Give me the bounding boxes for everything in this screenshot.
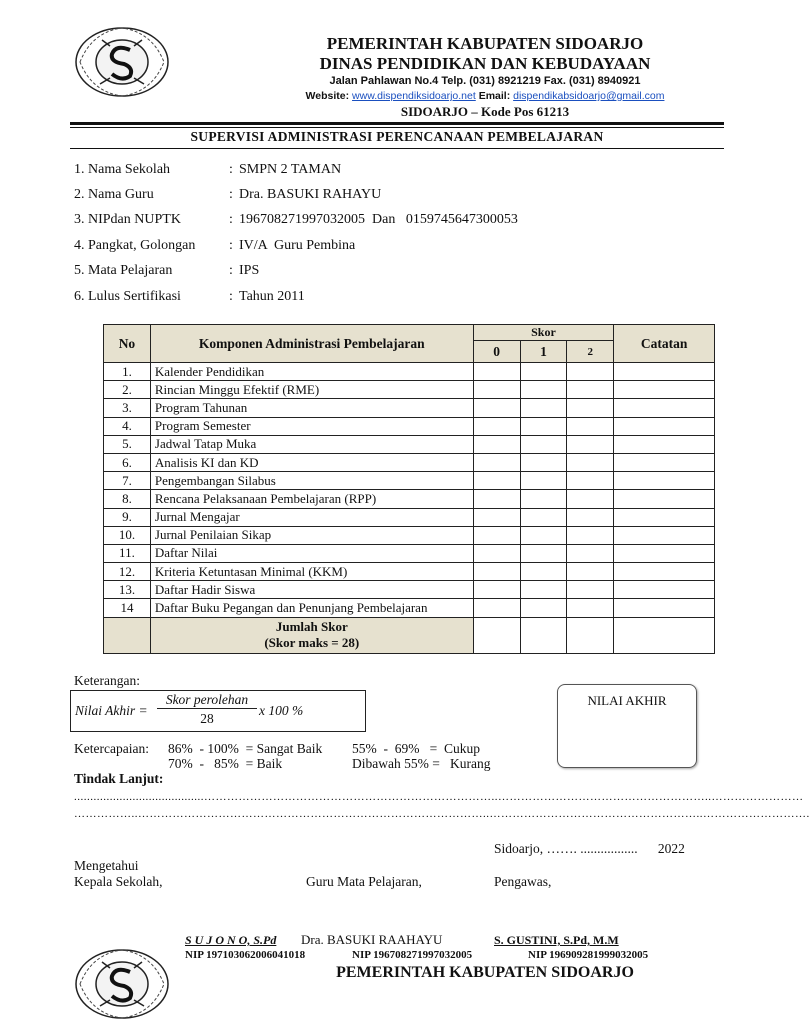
row-catatan-cell[interactable] bbox=[614, 490, 715, 508]
header-contacts bbox=[250, 90, 720, 102]
total-skor-1-cell[interactable] bbox=[520, 617, 567, 653]
table-row bbox=[104, 453, 715, 471]
website-label: Website: bbox=[305, 90, 350, 102]
ketercapaian-label: Ketercapaian: bbox=[74, 741, 149, 756]
table-row bbox=[104, 526, 715, 544]
row-no: 1. bbox=[104, 363, 151, 381]
info-value: 196708271997032005 Dan 0159745647300053 bbox=[239, 212, 518, 227]
info-colon: : bbox=[229, 289, 233, 304]
table-row bbox=[104, 399, 715, 417]
row-no: 10. bbox=[104, 526, 151, 544]
row-skor-1-cell[interactable] bbox=[520, 599, 567, 617]
row-skor-0-cell[interactable] bbox=[473, 363, 520, 381]
row-skor-0-cell[interactable] bbox=[473, 581, 520, 599]
table-row bbox=[104, 508, 715, 526]
row-skor-1-cell[interactable] bbox=[520, 563, 567, 581]
row-component: Program Semester bbox=[150, 417, 473, 435]
info-colon: : bbox=[229, 162, 233, 177]
info-value: IPS bbox=[239, 263, 260, 278]
total-max: (Skor maks = 28) bbox=[264, 635, 360, 651]
row-skor-2-cell[interactable] bbox=[567, 417, 614, 435]
row-skor-0-cell[interactable] bbox=[473, 472, 520, 490]
table-row bbox=[104, 363, 715, 381]
row-skor-0-cell[interactable] bbox=[473, 544, 520, 562]
row-skor-0-cell[interactable] bbox=[473, 399, 520, 417]
header-no: No bbox=[104, 325, 151, 363]
row-catatan-cell[interactable] bbox=[614, 381, 715, 399]
formula-numerator: Skor perolehan bbox=[157, 692, 257, 709]
row-skor-2-cell[interactable] bbox=[567, 526, 614, 544]
row-skor-1-cell[interactable] bbox=[520, 453, 567, 471]
info-label: 3. NIPdan NUPTK bbox=[74, 212, 181, 227]
tindak-lanjut-label: Tindak Lanjut: bbox=[74, 771, 164, 786]
row-skor-2-cell[interactable] bbox=[567, 453, 614, 471]
kepsek-name: S U J O N O, S.Pd bbox=[185, 933, 277, 947]
range-sangat-baik: 86% - 100% = Sangat Baik bbox=[168, 741, 323, 756]
email-link[interactable]: dispendikabsidoarjo@gmail.com bbox=[513, 90, 665, 102]
header-skor-0: 0 bbox=[473, 341, 520, 363]
sidoarjo-emblem-logo-footer bbox=[72, 944, 172, 1024]
row-catatan-cell[interactable] bbox=[614, 599, 715, 617]
row-skor-1-cell[interactable] bbox=[520, 363, 567, 381]
row-catatan-cell[interactable] bbox=[614, 472, 715, 490]
row-component: Kalender Pendidikan bbox=[150, 363, 473, 381]
info-label: 5. Mata Pelajaran bbox=[74, 263, 173, 278]
row-skor-1-cell[interactable] bbox=[520, 581, 567, 599]
row-no: 8. bbox=[104, 490, 151, 508]
row-no: 4. bbox=[104, 417, 151, 435]
row-skor-0-cell[interactable] bbox=[473, 417, 520, 435]
header-skor: Skor bbox=[473, 325, 613, 341]
guru-nip: NIP 196708271997032005 bbox=[352, 949, 473, 961]
info-colon: : bbox=[229, 187, 233, 202]
row-skor-0-cell[interactable] bbox=[473, 599, 520, 617]
row-no: 2. bbox=[104, 381, 151, 399]
formula-suffix: x 100 % bbox=[259, 703, 304, 718]
document-title: SUPERVISI ADMINISTRASI PERENCANAAN PEMBELAJARAN bbox=[190, 129, 604, 144]
kepsek-title: Kepala Sekolah, bbox=[74, 874, 163, 889]
table-row bbox=[104, 490, 715, 508]
row-catatan-cell[interactable] bbox=[614, 417, 715, 435]
row-no: 5. bbox=[104, 435, 151, 453]
info-colon: : bbox=[229, 263, 233, 278]
row-component: Daftar Buku Pegangan dan Penunjang Pembelajaran bbox=[150, 599, 473, 617]
pengawas-name: S. GUSTINI, S.Pd, M.M bbox=[494, 933, 619, 947]
row-skor-1-cell[interactable] bbox=[520, 508, 567, 526]
row-component: Daftar Hadir Siswa bbox=[150, 581, 473, 599]
header-department: DINAS PENDIDIKAN DAN KEBUDAYAAN bbox=[319, 54, 651, 73]
row-no: 12. bbox=[104, 563, 151, 581]
row-skor-0-cell[interactable] bbox=[473, 435, 520, 453]
row-component: Kriteria Ketuntasan Minimal (KKM) bbox=[150, 563, 473, 581]
row-component: Program Tahunan bbox=[150, 399, 473, 417]
formula-box bbox=[70, 690, 366, 732]
sidoarjo-emblem-logo bbox=[72, 22, 172, 102]
table-row bbox=[104, 599, 715, 617]
range-cukup: 55% - 69% = Cukup bbox=[352, 741, 480, 756]
table-row bbox=[104, 581, 715, 599]
nilai-akhir-label: NILAI AKHIR bbox=[587, 693, 667, 708]
row-skor-2-cell[interactable] bbox=[567, 581, 614, 599]
row-skor-0-cell[interactable] bbox=[473, 526, 520, 544]
header-skor-2: 2 bbox=[567, 341, 614, 363]
header-city-code: SIDOARJO – Kode Pos 61213 bbox=[400, 104, 570, 119]
total-skor-0-cell[interactable] bbox=[473, 617, 520, 653]
total-catatan-cell[interactable] bbox=[614, 617, 715, 653]
row-catatan-cell[interactable] bbox=[614, 526, 715, 544]
info-colon: : bbox=[229, 212, 233, 227]
info-label: 6. Lulus Sertifikasi bbox=[74, 289, 181, 304]
row-skor-1-cell[interactable] bbox=[520, 472, 567, 490]
formula-denominator: 28 bbox=[200, 711, 214, 726]
pengawas-nip: NIP 196909281999032005 bbox=[528, 949, 649, 961]
total-skor-2-cell[interactable] bbox=[567, 617, 614, 653]
row-skor-0-cell[interactable] bbox=[473, 508, 520, 526]
tindak-lanjut-line-2[interactable]: ……………..………………………………………………………………………………..………………………………………………..………………………. bbox=[74, 808, 810, 820]
info-value: SMPN 2 TAMAN bbox=[239, 162, 342, 177]
row-skor-1-cell[interactable] bbox=[520, 526, 567, 544]
table-row bbox=[104, 544, 715, 562]
table-row bbox=[104, 417, 715, 435]
row-component: Pengembangan Silabus bbox=[150, 472, 473, 490]
row-catatan-cell[interactable] bbox=[614, 363, 715, 381]
row-skor-1-cell[interactable] bbox=[520, 544, 567, 562]
row-catatan-cell[interactable] bbox=[614, 544, 715, 562]
row-skor-0-cell[interactable] bbox=[473, 563, 520, 581]
row-skor-2-cell[interactable] bbox=[567, 490, 614, 508]
row-skor-2-cell[interactable] bbox=[567, 381, 614, 399]
guru-title: Guru Mata Pelajaran, bbox=[306, 874, 422, 889]
table-row bbox=[104, 435, 715, 453]
info-value: Tahun 2011 bbox=[239, 289, 305, 304]
row-no: 3. bbox=[104, 399, 151, 417]
row-no: 14 bbox=[104, 599, 151, 617]
header-component: Komponen Administrasi Pembelajaran bbox=[150, 325, 473, 363]
row-skor-1-cell[interactable] bbox=[520, 490, 567, 508]
row-component: Jadwal Tatap Muka bbox=[150, 435, 473, 453]
row-skor-2-cell[interactable] bbox=[567, 435, 614, 453]
row-component: Rencana Pelaksanaan Pembelajaran (RPP) bbox=[150, 490, 473, 508]
row-component: Jurnal Penilaian Sikap bbox=[150, 526, 473, 544]
supervision-table bbox=[103, 324, 715, 654]
row-no: 9. bbox=[104, 508, 151, 526]
info-label: 2. Nama Guru bbox=[74, 187, 154, 202]
total-no-cell bbox=[104, 617, 151, 653]
info-label: 1. Nama Sekolah bbox=[74, 162, 171, 177]
keterangan-label: Keterangan: bbox=[74, 673, 140, 688]
row-component: Analisis KI dan KD bbox=[150, 453, 473, 471]
row-skor-0-cell[interactable] bbox=[473, 453, 520, 471]
total-label: Jumlah Skor bbox=[275, 619, 348, 635]
row-skor-1-cell[interactable] bbox=[520, 399, 567, 417]
info-value: Dra. BASUKI RAHAYU bbox=[239, 187, 382, 202]
row-catatan-cell[interactable] bbox=[614, 435, 715, 453]
row-skor-2-cell[interactable] bbox=[567, 563, 614, 581]
range-kurang: Dibawah 55% = Kurang bbox=[352, 756, 491, 771]
row-catatan-cell[interactable] bbox=[614, 399, 715, 417]
formula-lhs: Nilai Akhir = bbox=[75, 703, 148, 718]
row-skor-0-cell[interactable] bbox=[473, 490, 520, 508]
row-component: Jurnal Mengajar bbox=[150, 508, 473, 526]
info-value: IV/A Guru Pembina bbox=[239, 238, 356, 253]
header-catatan: Catatan bbox=[614, 325, 715, 363]
row-skor-0-cell[interactable] bbox=[473, 381, 520, 399]
row-catatan-cell[interactable] bbox=[614, 563, 715, 581]
pengawas-title: Pengawas, bbox=[494, 874, 552, 889]
row-no: 6. bbox=[104, 453, 151, 471]
guru-name: Dra. BASUKI RAAHAYU bbox=[301, 932, 443, 947]
row-component: Daftar Nilai bbox=[150, 544, 473, 562]
row-no: 7. bbox=[104, 472, 151, 490]
header-rule-thin bbox=[70, 127, 724, 128]
row-skor-1-cell[interactable] bbox=[520, 417, 567, 435]
footer-government: PEMERINTAH KABUPATEN SIDOARJO bbox=[336, 964, 634, 981]
row-catatan-cell[interactable] bbox=[614, 581, 715, 599]
total-label-cell bbox=[150, 617, 473, 653]
website-link[interactable]: www.dispendiksidoarjo.net bbox=[352, 90, 476, 102]
info-colon: : bbox=[229, 238, 233, 253]
row-skor-2-cell[interactable] bbox=[567, 599, 614, 617]
row-skor-1-cell[interactable] bbox=[520, 381, 567, 399]
table-row bbox=[104, 381, 715, 399]
header-government: PEMERINTAH KABUPATEN SIDOARJO bbox=[326, 34, 644, 53]
row-skor-2-cell[interactable] bbox=[567, 472, 614, 490]
table-row bbox=[104, 563, 715, 581]
row-component: Rincian Minggu Efektif (RME) bbox=[150, 381, 473, 399]
date-line: Sidoarjo, ……. ................. 2022 bbox=[494, 841, 685, 856]
range-baik: 70% - 85% = Baik bbox=[168, 756, 283, 771]
email-label: Email: bbox=[478, 90, 511, 102]
row-skor-1-cell[interactable] bbox=[520, 435, 567, 453]
mengetahui-label: Mengetahui bbox=[74, 858, 139, 873]
row-skor-2-cell[interactable] bbox=[567, 399, 614, 417]
row-skor-2-cell[interactable] bbox=[567, 363, 614, 381]
info-label: 4. Pangkat, Golongan bbox=[74, 238, 196, 253]
table-row bbox=[104, 472, 715, 490]
row-catatan-cell[interactable] bbox=[614, 508, 715, 526]
kepsek-nip: NIP 197103062006041018 bbox=[185, 949, 306, 961]
header-rule-thick bbox=[70, 122, 724, 125]
row-skor-2-cell[interactable] bbox=[567, 508, 614, 526]
title-rule bbox=[70, 148, 724, 149]
row-no: 13. bbox=[104, 581, 151, 599]
header-address: Jalan Pahlawan No.4 Telp. (031) 8921219 Fax. (031) 8940921 bbox=[329, 75, 641, 87]
tindak-lanjut-line-1[interactable]: ........................................…………………………………………………………………..………………………………………………..…………………… bbox=[74, 791, 804, 803]
row-catatan-cell[interactable] bbox=[614, 453, 715, 471]
row-no: 11. bbox=[104, 544, 151, 562]
nilai-akhir-box[interactable] bbox=[557, 684, 697, 768]
header-skor-1: 1 bbox=[520, 341, 567, 363]
row-skor-2-cell[interactable] bbox=[567, 544, 614, 562]
